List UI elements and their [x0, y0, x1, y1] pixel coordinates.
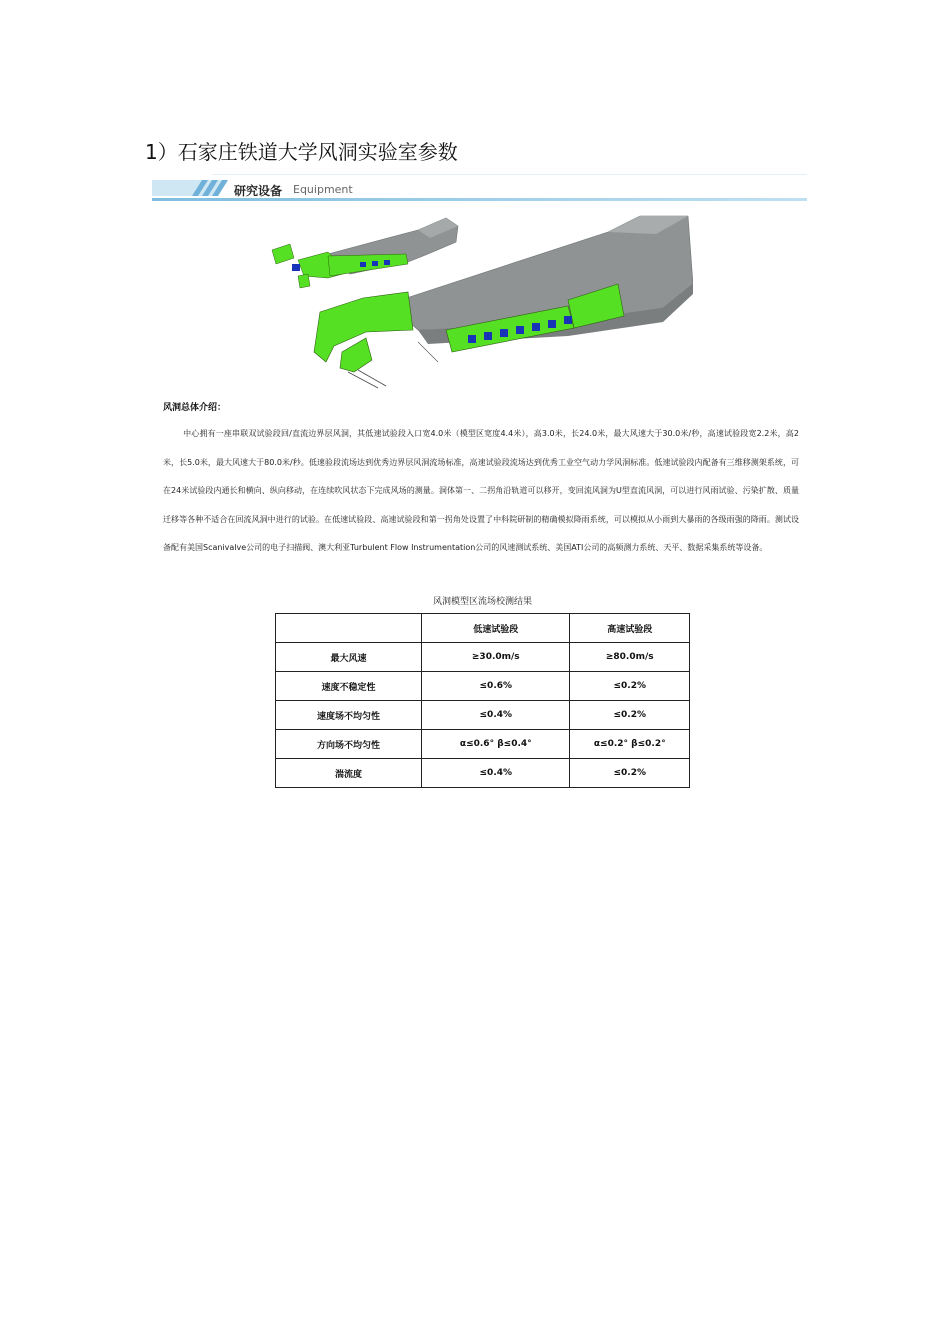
table-cell: ≤0.4%: [422, 701, 570, 730]
banner-stripes-icon: [152, 178, 232, 196]
table-caption: 风洞模型区流场校测结果: [432, 597, 532, 607]
table-cell: ≤0.4%: [422, 759, 570, 788]
results-table: [275, 613, 690, 788]
table-cell: ≤0.2%: [570, 701, 690, 730]
table-header-cell: 低速试验段: [422, 614, 570, 643]
table-row: [276, 672, 690, 701]
table-cell: 最大风速: [276, 643, 422, 672]
intro-title: 风洞总体介绍：: [163, 403, 227, 413]
table-cell: 速度场不均匀性: [276, 701, 422, 730]
table-header-cell: 高速试验段: [570, 614, 690, 643]
table-row: [276, 730, 690, 759]
banner-rule: [152, 198, 807, 201]
table-row: [276, 643, 690, 672]
table-cell: ≤0.2%: [570, 759, 690, 788]
page-heading: 1）石家庄铁道大学风洞实验室参数: [145, 140, 458, 164]
table-header-cell: [276, 614, 422, 643]
table-cell: 方向场不均匀性: [276, 730, 422, 759]
table-cell: ≤0.6%: [422, 672, 570, 701]
banner-title-cn: 研究设备: [234, 184, 283, 198]
banner-top-rule: [212, 174, 807, 175]
banner-title-en: Equipment: [293, 183, 353, 196]
intro-text: 中心拥有一座串联双试验段回/直流边界层风洞，其低速试验段入口宽4.0米（模型区宽度4.4米），高3.0米，长24.0米，最大风速大于30.0米/秒，高速试验段宽2.2米，高2米，长5.0米，最大风速大于80.0米/秒。低速验段流场达到优秀边界层风洞流场标准，高速试验段流场达到优秀工业空气动力学风洞标准。低速试验段内配备有三维移测架系统，可在24米试验段内通长和横向、纵向移动，在连续吹风状态下完成风场的测量。洞体第一、二拐角沿轨道可以移开，变回流风洞为U型直流风洞，可以进行风雨试验、污染扩散、质量迁移等各种不适合在回流风洞中进行的试验。在低速试验段、高速试验段和第一拐角处设置了中科院研制的精确模拟降雨系统，可以模拟从小雨到大暴雨的各级雨强的降雨。测试设备配有美国Scanivalve公司的电子扫描阀、澳大利亚Turbulent Flow Instrumentation公司的风速测试系统、美国ATI公司的高频测力系统、天平、数据采集系统等设备。: [163, 429, 799, 552]
equipment-banner: [152, 174, 807, 202]
intro-paragraph: [163, 420, 799, 563]
table-cell: 湍流度: [276, 759, 422, 788]
table-cell: ≤0.2%: [570, 672, 690, 701]
wind-tunnel-figure: [268, 212, 693, 392]
table-row: [276, 759, 690, 788]
table-cell: α≤0.6° β≤0.4°: [422, 730, 570, 759]
table-cell: 速度不稳定性: [276, 672, 422, 701]
table-row: [276, 701, 690, 730]
table-cell: ≥30.0m/s: [422, 643, 570, 672]
table-cell: α≤0.2° β≤0.2°: [570, 730, 690, 759]
table-header-row: [276, 614, 690, 643]
table-cell: ≥80.0m/s: [570, 643, 690, 672]
